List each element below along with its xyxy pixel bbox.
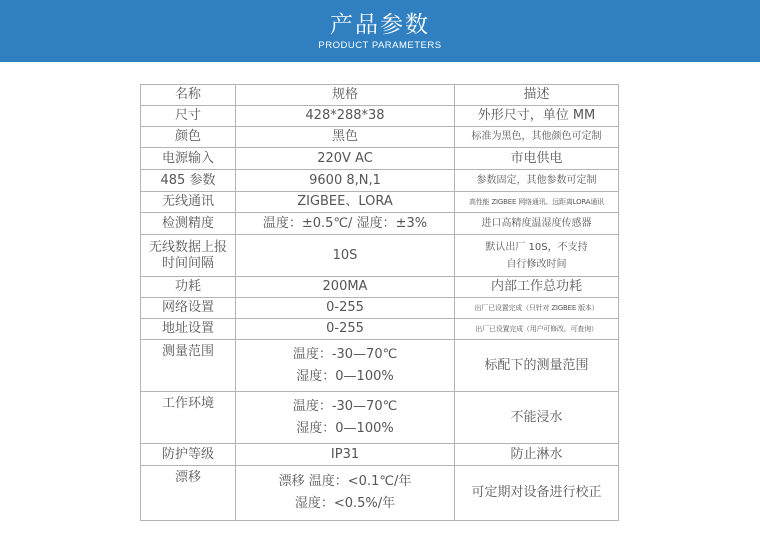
- cell-spec: 黑色: [236, 127, 455, 148]
- cell-desc: [455, 235, 619, 277]
- cell-desc: 进口高精度温湿度传感器: [455, 213, 619, 235]
- cell-desc: 标配下的测量范围: [455, 340, 619, 392]
- cell-spec: [236, 340, 455, 392]
- cell-desc: 外形尺寸，单位 MM: [455, 106, 619, 127]
- cell-spec: ZIGBEE、LORA: [236, 192, 455, 213]
- cell-desc-line: 自行修改时间: [506, 258, 567, 270]
- table-row: [141, 235, 619, 277]
- cell-desc: 防止淋水: [455, 444, 619, 466]
- cell-spec: 9600 8,N,1: [236, 170, 455, 192]
- cell-desc: 出厂已设置完成（只针对 ZIGBEE 版本）: [455, 298, 619, 319]
- cell-name: 无线数据上报时间间隔: [141, 235, 236, 277]
- cell-name: 工作环境: [141, 392, 236, 444]
- table-row: [141, 340, 619, 392]
- table-row: [141, 298, 619, 319]
- table-row: [141, 192, 619, 213]
- cell-desc: 可定期对设备进行校正: [455, 466, 619, 521]
- cell-desc: 市电供电: [455, 148, 619, 170]
- cell-name: 功耗: [141, 277, 236, 298]
- cell-name: 无线通讯: [141, 192, 236, 213]
- cell-spec: 220V AC: [236, 148, 455, 170]
- cell-name: 测量范围: [141, 340, 236, 392]
- cell-spec: [236, 466, 455, 521]
- table-header-row: [141, 85, 619, 106]
- cell-desc: 内部工作总功耗: [455, 277, 619, 298]
- column-header-name: 名称: [141, 85, 236, 106]
- cell-name: 电源输入: [141, 148, 236, 170]
- cell-name: 防护等级: [141, 444, 236, 466]
- cell-desc: 不能浸水: [455, 392, 619, 444]
- cell-spec-line: 湿度：0—100%: [296, 368, 394, 384]
- table-row: [141, 392, 619, 444]
- table-row: [141, 127, 619, 148]
- cell-spec: 200MA: [236, 277, 455, 298]
- cell-desc: 高性能 ZIGBEE 网络通讯、远距离LORA通讯: [455, 192, 619, 213]
- cell-name: 漂移: [141, 466, 236, 521]
- table-row: [141, 170, 619, 192]
- header-banner: [0, 0, 760, 62]
- table-row: [141, 466, 619, 521]
- cell-spec: 428*288*38: [236, 106, 455, 127]
- cell-desc: 标准为黑色，其他颜色可定制: [455, 127, 619, 148]
- cell-spec-line: 湿度：<0.5%/年: [294, 496, 396, 511]
- table-row: [141, 106, 619, 127]
- cell-spec-line: 湿度：0—100%: [296, 420, 394, 436]
- cell-desc: 参数固定，其他参数可定制: [455, 170, 619, 192]
- table-row: [141, 148, 619, 170]
- cell-desc-line: 默认出厂 10S，不支持: [485, 241, 588, 253]
- cell-name: 地址设置: [141, 319, 236, 340]
- cell-spec: 温度：±0.5℃/ 湿度：±3%: [236, 213, 455, 235]
- column-header-desc: 描述: [455, 85, 619, 106]
- cell-spec: 10S: [236, 235, 455, 277]
- cell-spec: IP31: [236, 444, 455, 466]
- cell-name: 尺寸: [141, 106, 236, 127]
- cell-name: 485 参数: [141, 170, 236, 192]
- table-row: [141, 213, 619, 235]
- cell-name: 检测精度: [141, 213, 236, 235]
- cell-spec: 0-255: [236, 298, 455, 319]
- cell-spec-line: 漂移 温度：<0.1℃/年: [278, 474, 412, 489]
- table-row: [141, 319, 619, 340]
- column-header-spec: 规格: [236, 85, 455, 106]
- cell-name: 网络设置: [141, 298, 236, 319]
- cell-name: 颜色: [141, 127, 236, 148]
- table-row: [141, 277, 619, 298]
- cell-spec: [236, 392, 455, 444]
- parameters-table: [140, 84, 619, 521]
- cell-spec-line: 温度：-30—70℃: [292, 398, 398, 414]
- cell-spec: 0-255: [236, 319, 455, 340]
- page-title: 产品参数: [330, 12, 430, 38]
- page-subtitle: PRODUCT PARAMETERS: [318, 40, 442, 51]
- table-row: [141, 444, 619, 466]
- cell-spec-line: 温度：-30—70℃: [292, 346, 398, 362]
- cell-desc: 出厂已设置完成（用户可修改，可查询）: [455, 319, 619, 340]
